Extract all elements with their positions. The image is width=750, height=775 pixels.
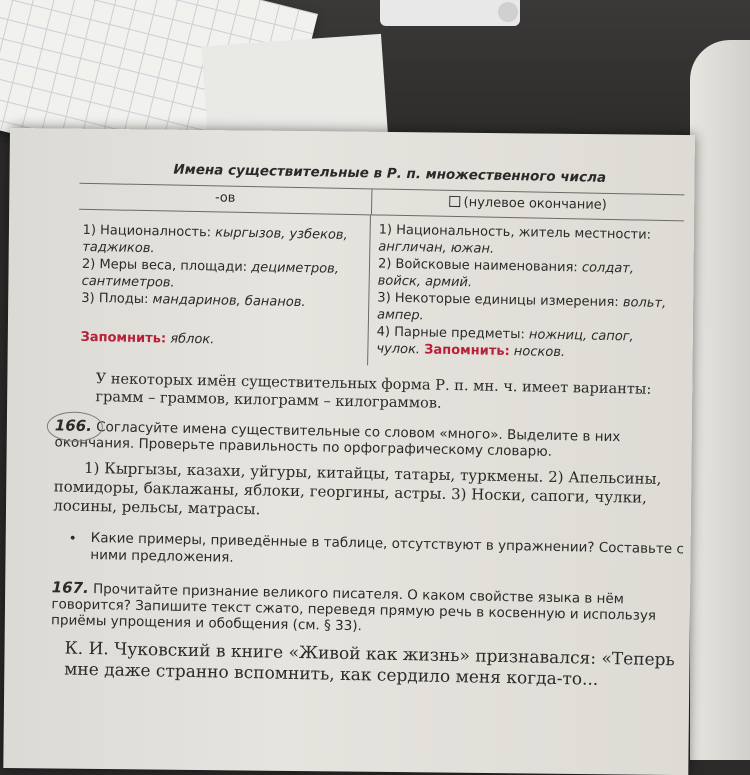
exercise-166-task bbox=[68, 530, 711, 576]
exercise-166-text: 1) Кыргызы, казахи, уйгуры, китайцы, татары, туркмены. 2) Апельсины, помидоры, баклажаны, яблоки, георгины, астры. 3) Носки, сапоги, чулки, лосины, рельсы, матрасы. bbox=[53, 458, 662, 519]
right-item-2: 2) Войсковые наименования: солдат, войск, армий. bbox=[377, 256, 635, 291]
exercise-167-instruction bbox=[51, 579, 692, 640]
right-column bbox=[368, 215, 683, 371]
exercise-167-number: 167. bbox=[51, 578, 89, 598]
pen-circle-mark bbox=[47, 411, 104, 442]
grammar-table bbox=[76, 183, 684, 372]
variants-note: У некоторых имён существительных форма Р. п. мн. ч. имеет варианты: грамм – граммов, килограмм – килограммов. bbox=[95, 371, 652, 412]
header-ov: -ов bbox=[79, 184, 372, 215]
exercise-167-instruction-text: Прочитайте признание великого писателя. О каком свойстве языка в нём говорится? Запишите текст сжато, переведя прямую речь в косвенную и используя приёмы упрощения и обобщения (см. § 33). bbox=[50, 581, 657, 635]
bullet-icon: • bbox=[68, 530, 77, 547]
header-zero-ending-label: (нулевое окончание) bbox=[463, 195, 607, 213]
exercise-166-number: 166. bbox=[54, 416, 93, 436]
table-body bbox=[76, 210, 684, 372]
right-item-3: 3) Некоторые единицы измерения: вольт, ампер. bbox=[376, 290, 667, 324]
page-content bbox=[30, 158, 710, 693]
exercise-166-instruction-text: Согласуйте имена существительные со словом «много». Выделите в них окончания. Проверьте правильность по орфографическому словарю. bbox=[54, 419, 621, 460]
right-item-1: 1) Национальность, житель местности: англичан, южан. bbox=[378, 222, 652, 257]
left-item-3: 3) Плоды: мандаринов, бананов. bbox=[81, 290, 306, 311]
exercise-166-task-text: Какие примеры, приведённые в таблице, отсутствуют в упражнении? Составьте с ними предложения. bbox=[90, 530, 685, 566]
empty-box-icon bbox=[450, 196, 461, 207]
left-item-1: 1) Националность: кыргызов, узбеков, таджиков. bbox=[82, 222, 348, 257]
left-item-2: 2) Меры веса, площади: дециметров, сантиметров. bbox=[81, 256, 340, 291]
exercise-167-quote: К. И. Чуковский в книге «Живой как жизнь» признавался: «Теперь мне даже странно вспомнить, как сердило меня когда-то... bbox=[63, 638, 675, 690]
table-title: Имена существительные в Р. п. множественного числа bbox=[173, 161, 607, 186]
left-remember: Запомнить: яблок. bbox=[80, 329, 215, 348]
device-button bbox=[498, 2, 518, 22]
right-item-4: 4) Парные предметы: ножниц, сапог, чулок. Запомнить: носков. bbox=[376, 324, 634, 361]
left-column bbox=[76, 210, 371, 366]
exercise-166-instruction bbox=[54, 417, 695, 462]
